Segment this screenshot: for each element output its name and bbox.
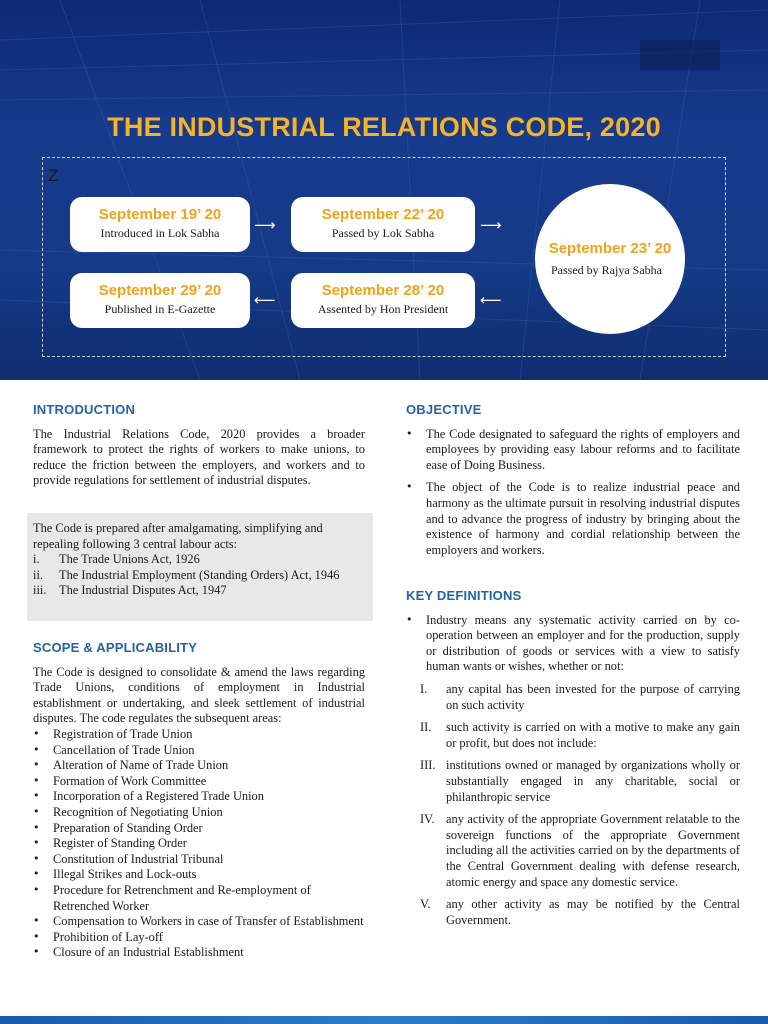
timeline-desc: Passed by Lok Sabha — [331, 226, 435, 240]
bullet-icon: • — [33, 773, 40, 787]
timeline-step-introduced — [70, 197, 250, 252]
scope-text: The Code is designed to consolidate & amend the laws regarding Trade Unions, conditions of employment in Industrial establishment or undertaking, and sleek settlement of industrial disputes. The code regulates the subsequent areas: — [33, 664, 365, 726]
objective-heading: OBJECTIVE — [406, 402, 482, 417]
objective-list — [406, 427, 740, 559]
list-item: III. institutions owned or managed by organizations wholly or substantially engaged in any charitable, social or philanthropic service — [420, 758, 740, 804]
bullet-icon: • — [33, 804, 40, 818]
list-item: i. The Trade Unions Act, 1926 — [33, 552, 200, 567]
list-item: I. any capital has been invested for the purpose of carrying on such activity — [420, 681, 740, 712]
bullet-icon: • — [33, 836, 40, 850]
list-item: ii. The Industrial Employment (Standing Orders) Act, 1946 — [33, 567, 340, 582]
bullet-icon: • — [33, 929, 40, 943]
list-item: • Formation of Work Committee — [33, 773, 207, 788]
bullet-icon: • — [406, 480, 413, 494]
list-item: IV. any activity of the appropriate Government relatable to the sovereign functions of the appropriate Government including all the activities carried on by the departments of the Central Government dealing with defense research, atomic energy and space any domestic service. — [420, 812, 740, 889]
list-item: • Industry means any systematic activity carried on by co-operation between an employer and for the production, supply or distribution of goods or services with a view to satisfy human wants or wishes, whether or not: — [406, 612, 740, 674]
list-item: • Compensation to Workers in case of Transfer of Establishment — [33, 914, 364, 929]
footer-bar — [0, 1016, 768, 1024]
list-item: • Closure of an Industrial Establishment — [33, 945, 244, 960]
bullet-icon: • — [33, 726, 40, 740]
list-item: II. such activity is carried on with a motive to make any gain or profit, but does not include: — [420, 720, 740, 750]
page-title: THE INDUSTRIAL RELATIONS CODE, 2020 — [107, 112, 661, 142]
timeline-desc: Introduced in Lok Sabha — [100, 226, 220, 240]
bullet-icon: • — [33, 758, 40, 772]
list-item: • Prohibition of Lay-off — [33, 929, 163, 944]
bullet-icon: • — [33, 945, 40, 959]
definitions-list — [406, 682, 740, 928]
list-item: • Constitution of Industrial Tribunal — [33, 851, 224, 866]
definitions-section — [406, 588, 740, 935]
timeline-desc: Published in E-Gazette — [104, 302, 216, 316]
timeline-date: September 22’ 20 — [321, 206, 445, 223]
scope-list — [33, 727, 365, 961]
bullet-icon: • — [33, 820, 40, 834]
timeline-step-published — [70, 273, 250, 328]
list-item: • The object of the Code is to realize industrial peace and harmony as the ultimate pursuit in resolving industrial disputes and to advance the progress of industry by bringing about the existence of harmony and cordial relationship between the employers and workers. — [406, 480, 740, 557]
bullet-icon: • — [33, 882, 40, 896]
list-item: • Alteration of Name of Trade Union — [33, 758, 229, 773]
bullet-icon: • — [406, 612, 413, 626]
z-mark: Z — [48, 166, 59, 185]
timeline-date: September 19’ 20 — [98, 206, 222, 223]
list-item: • Cancellation of Trade Union — [33, 742, 195, 757]
list-item: • Recognition of Negotiating Union — [33, 804, 223, 819]
timeline-step-assented — [291, 273, 475, 328]
list-item: • Illegal Strikes and Lock-outs — [33, 867, 197, 882]
left-column — [33, 402, 365, 489]
list-item: • Registration of Trade Union — [33, 726, 193, 741]
timeline-step-passed-lok-sabha — [291, 197, 475, 252]
arrow-left-icon: ⟵ — [480, 291, 502, 309]
bullet-icon: • — [33, 742, 40, 756]
repealed-acts-list — [33, 552, 367, 599]
timeline-date: September 28’ 20 — [321, 282, 445, 299]
header-banner — [0, 0, 768, 380]
bullet-icon: • — [406, 426, 413, 440]
timeline-desc: Passed by Rajya Sabha — [551, 263, 662, 277]
list-item: • Register of Standing Order — [33, 836, 187, 851]
list-item: V. any other activity as may be notified by the Central Government. — [420, 897, 740, 927]
timeline-step-passed-rajya-sabha — [535, 184, 685, 334]
timeline-desc: Assented by Hon President — [317, 302, 449, 316]
list-item: • Preparation of Standing Order — [33, 820, 203, 835]
list-item: • Procedure for Retrenchment and Re-employment of Retrenched Worker — [33, 882, 311, 913]
timeline-date: September 29’ 20 — [98, 282, 222, 299]
definitions-heading: KEY DEFINITIONS — [406, 588, 522, 603]
list-item: iii. The Industrial Disputes Act, 1947 — [33, 583, 227, 598]
list-item: • The Code designated to safeguard the rights of employers and employees by providing easy labour reforms and to facilitate ease of Doing Business. — [406, 426, 740, 472]
scope-heading: SCOPE & APPLICABILITY — [33, 640, 198, 655]
arrow-right-icon: ⟶ — [480, 216, 502, 234]
bullet-icon: • — [33, 914, 40, 928]
bullet-icon: • — [33, 789, 40, 803]
arrow-right-icon: ⟶ — [254, 216, 276, 234]
scope-section — [33, 640, 365, 961]
arrow-left-icon: ⟵ — [254, 291, 276, 309]
objective-section — [406, 402, 740, 558]
bullet-icon: • — [33, 867, 40, 881]
repealed-acts-intro: The Code is prepared after amalgamating, simplifying and repealing following 3 central labour acts: — [33, 521, 323, 551]
definitions-lead-list — [406, 613, 740, 675]
list-item: • Incorporation of a Registered Trade Union — [33, 789, 264, 804]
timeline-date: September 23’ 20 — [548, 240, 672, 257]
introduction-text: The Industrial Relations Code, 2020 provides a broader framework to protect the rights of workers to make unions, to reduce the friction between the employers, and workers and to provide regulations for settlement of industrial disputes. — [33, 426, 365, 488]
bullet-icon: • — [33, 851, 40, 865]
repealed-acts-box — [27, 513, 373, 621]
introduction-heading: INTRODUCTION — [33, 402, 136, 417]
